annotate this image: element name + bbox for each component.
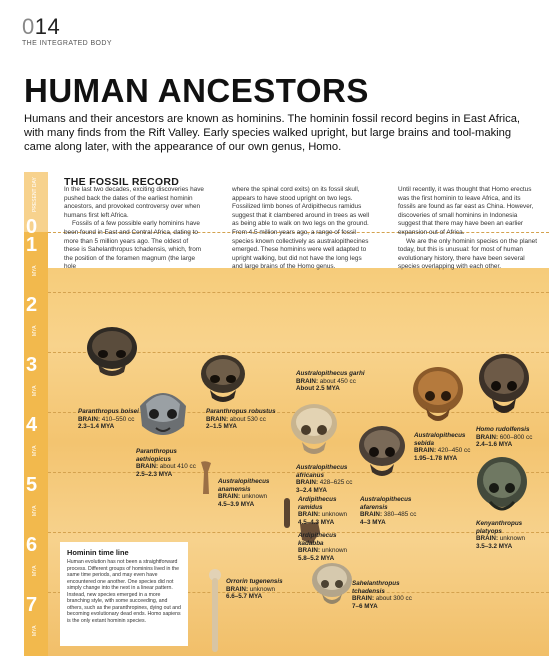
ramidus-bone-fragment — [282, 498, 292, 528]
text-column-3: Until recently, it was thought that Homo erectus was the first hominin to leave Africa, and its fossils are found as far east as China. However, discoveries of small hominins in Indonesia suggest that there may have been an earlier expansion out of Africa. We are the only hominin species on the planet today, but this is unusual: for most of human evolutionary history, there have been several species overlapping with each other. — [398, 186, 537, 271]
timeline-number: 6 — [26, 534, 38, 556]
label-ardipithecus-kadabba: Ardipithecus kadabba BRAIN: unknown 5.8–5.2 MYA — [298, 532, 348, 562]
timeline-number: 1 — [26, 234, 38, 256]
timeline-label — [24, 472, 48, 532]
label-sahelanthropus-tchadensis: Sahelanthropus tchadensis BRAIN: about 300 cc 7–6 MYA — [352, 580, 412, 610]
timeline-number: 5 — [26, 474, 38, 496]
intro-paragraph: Humans and their ancestors are known as hominins. The hominin fossil record begins in East Africa, with many finds from the Rift Valley. Early species walked upright, but large brains and tool-making came along later, with the appearance of our own genus, Homo. — [24, 113, 521, 153]
section-title: THE FOSSIL RECORD — [64, 176, 180, 188]
label-australopithecus-garhi: Australopithecus garhi BRAIN: about 450 cc About 2.5 MYA — [296, 370, 365, 393]
timeline-label — [24, 592, 48, 652]
label-australopithecus-anamensis: Australopithecus anamensis BRAIN: unknown 4.5–3.9 MYA — [218, 478, 270, 508]
label-australopithecus-afarensis: Australopithecus afarensis BRAIN: 380–485 cc 4–3 MYA — [360, 496, 417, 526]
timeline-label — [24, 232, 48, 292]
timeline-label — [24, 352, 48, 412]
hominin-timeline-box: Hominin time line Human evolution has not been a straightforward process. Different groups of hominins lived in the same time periods, and may even have encountered one another. One species did not simply change into the next in a linear pattern. Instead, new species emerged in a more branching style, with some succeeding, and others, such as the paranthropines, dying out and becoming evolutionary dead ends. Homo sapiens is the only extant hominin species. — [60, 542, 188, 646]
label-orrorin-tugenensis: Orrorin tugenensis BRAIN: unknown 6.6–5.7 MYA — [226, 578, 283, 601]
timeline-number: 2 — [26, 294, 38, 316]
label-paranthropus-aethiopicus: Paranthropus aethiopicus BRAIN: about 410 cc 2.5–2.3 MYA — [136, 448, 196, 478]
folio — [22, 16, 112, 47]
sahelanthropus-tchadensis-skull — [310, 560, 354, 608]
label-ardipithecus-ramidus: Ardipithecus ramidus BRAIN: unknown 4.5–4.3 MYA — [298, 496, 348, 526]
label-paranthropus-robustus: Paranthropus robustus BRAIN: about 530 cc 2–1.5 MYA — [206, 408, 276, 431]
timeline-number: 4 — [26, 414, 38, 436]
page-title: HUMAN ANCESTORS — [24, 72, 369, 109]
chapter-title: THE INTEGRATED BODY — [22, 40, 112, 47]
kenyanthropus-platyops-skull — [474, 454, 530, 518]
orrorin-femur-fossil — [206, 568, 224, 654]
timeline-unit: MYA — [32, 385, 38, 396]
timeline-number: 7 — [26, 594, 38, 616]
label-homo-rudolfensis: Homo rudolfensis BRAIN: 600–800 cc 2.4–1.6 MYA — [476, 426, 533, 449]
australopithecus-sebida-skull — [410, 364, 466, 426]
timeline-unit: MYA — [32, 265, 38, 276]
timeline-label — [24, 532, 48, 592]
timeline-unit: MYA — [32, 505, 38, 516]
label-paranthropus-boisei: Paranthropus boisei BRAIN: 410–550 cc 2.3–1.4 MYA — [78, 408, 139, 431]
page-number: 014 — [22, 14, 61, 39]
paranthropus-robustus-skull — [198, 352, 248, 406]
text-column-1: In the last two decades, exciting discoveries have pushed back the dates of the earliest hominin ancestors, and provoked controversy over when humans first left Africa. Fossils of a few possible early hominins have been found in East and Central Africa, dating to more than 5 million years ago. The oldest of these is Sahelanthropus tchadensis, which, from the position of the foramen magnum (the large hole — [64, 186, 204, 271]
text-column-2: where the spinal cord exits) on its fossil skull, appears to have stood upright on two legs. Fossilized limb bones of Ardipithecus ramidus suggest that it clambered around in trees as well as being able to walk on two legs on the ground. From 4.5 million years ago, a range of fossil species known collectively as australopithecines emerged. These hominins were well adapted to upright walking, but did not have the long legs and large brains of the Homo genus. — [232, 186, 370, 271]
label-australopithecus-africanus: Australopithecus africanus BRAIN: 428–625 cc 3–2.4 MYA — [296, 464, 353, 494]
label-kenyanthropus-platyops: Kenyanthropus platyops BRAIN: unknown 3.5–3.2 MYA — [476, 520, 526, 550]
timeline-label — [24, 172, 48, 238]
timeline-unit: MYA — [32, 565, 38, 576]
timeline-unit: PRESENT DAY — [32, 177, 38, 212]
label-australopithecus-sebida: Australopithecus sebida BRAIN: 420–450 cc 1.95–1.78 MYA — [414, 432, 471, 462]
australopithecus-africanus-skull — [288, 402, 340, 458]
timeline-number: 0 — [26, 216, 38, 238]
homo-rudolfensis-skull — [476, 352, 532, 418]
paranthropus-boisei-skull — [84, 324, 140, 380]
timeline-unit: MYA — [32, 445, 38, 456]
timeline-number: 3 — [26, 354, 38, 376]
timeline-tick — [48, 292, 549, 293]
australopithecus-afarensis-skull — [356, 424, 408, 480]
timeline-label — [24, 412, 48, 472]
paranthropus-aethiopicus-skull — [134, 384, 192, 444]
timeline-unit: MYA — [32, 625, 38, 636]
timeline-unit: MYA — [32, 325, 38, 336]
timeline-label — [24, 292, 48, 352]
